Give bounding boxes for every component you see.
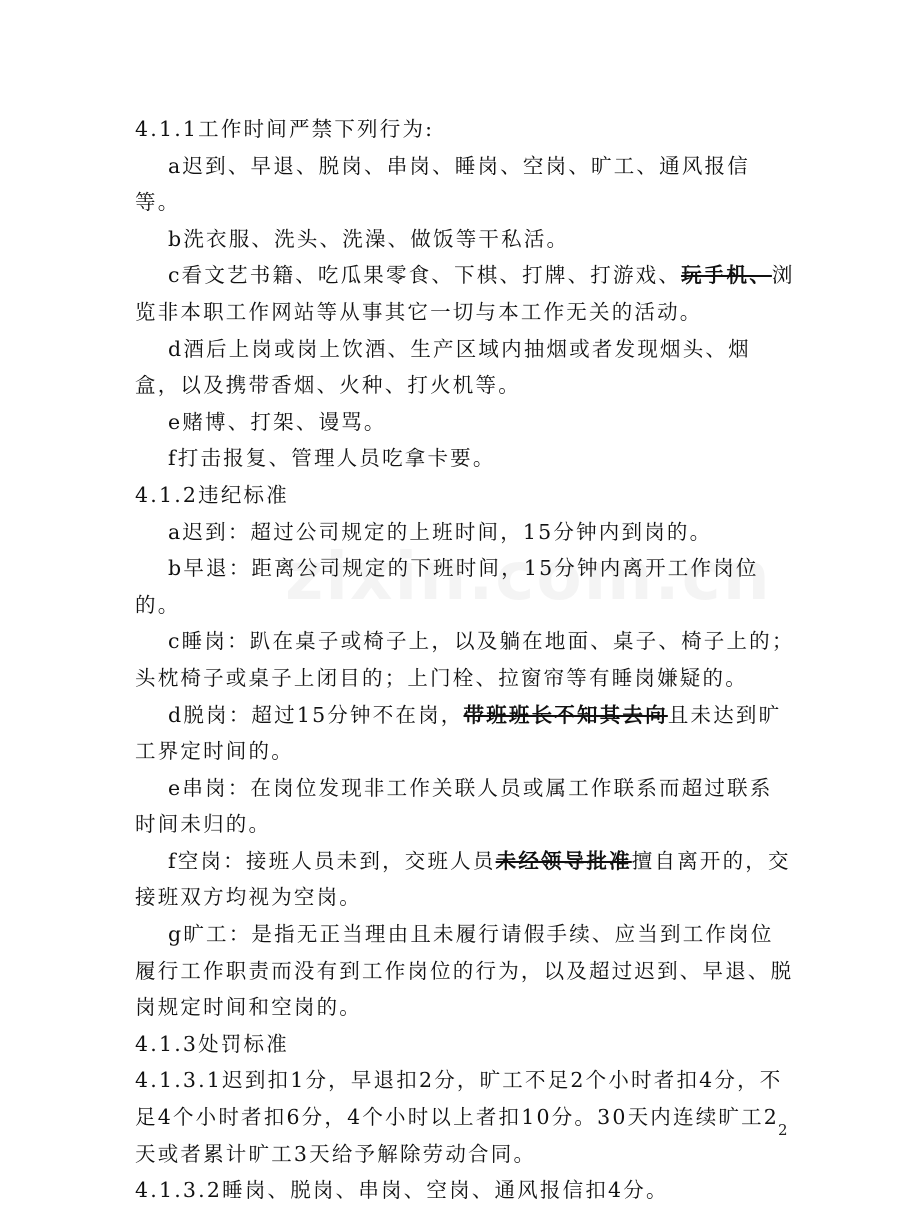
struck-text: 未经领导批准 <box>495 848 632 873</box>
paragraph-text: 且未达到旷工界定时间的。 <box>135 702 782 764</box>
paragraph <box>135 514 795 551</box>
paragraph-text: c睡岗：趴在桌子或椅子上，以及躺在地面、桌子、椅子上的；头枕椅子或桌子上闭目的；上门栓、拉窗帘等有睡岗嫌疑的。 <box>135 629 795 690</box>
paragraph <box>135 843 795 916</box>
paragraph-text: 4.1.3处罚标准 <box>135 1031 289 1056</box>
paragraph <box>135 1062 795 1172</box>
paragraph <box>135 623 795 696</box>
paragraph <box>135 770 795 843</box>
paragraph-text: d酒后上岗或岗上饮酒、生产区域内抽烟或者发现烟头、烟盒，以及携带香烟、火种、打火机等。 <box>135 336 751 398</box>
paragraph-text: 4.1.3.2睡岗、脱岗、串岗、空岗、通风报信扣4分。 <box>135 1178 669 1203</box>
struck-text: 玩手机、 <box>681 263 772 288</box>
paragraph <box>135 697 795 770</box>
paragraph <box>135 257 795 330</box>
paragraph-text: g旷工：是指无正当理由且未履行请假手续、应当到工作岗位履行工作职责而没有到工作岗位的行为，以及超过迟到、早退、脱岗规定时间和空岗的。 <box>135 922 794 1020</box>
paragraph <box>135 1026 795 1063</box>
paragraph <box>135 148 795 221</box>
paragraph-text: e赌博、打架、谩骂。 <box>168 409 387 434</box>
paragraph-text: f空岗：接班人员未到，交班人员 <box>168 848 496 873</box>
paragraph-text: 4.1.1工作时间严禁下列行为: <box>135 117 435 141</box>
paragraph <box>135 221 795 258</box>
paragraph-text: 4.1.2违纪标准 <box>135 482 289 507</box>
paragraph-text: e串岗：在岗位发现非工作关联人员或属工作联系而超过联系时间未归的。 <box>135 775 773 837</box>
paragraph <box>135 916 795 1026</box>
paragraph-text: f打击报复、管理人员吃拿卡要。 <box>168 446 496 471</box>
paragraph-text: 4.1.3.1迟到扣1分，早退扣2分，旷工不足2个小时者扣4分，不足4个小时者扣6分，4个小时以上者扣10分。30天内连续旷工2天或者累计旷工3天给予解除劳动合同。 <box>135 1068 783 1166</box>
paragraph-text: b洗衣服、洗头、洗澡、做饭等干私活。 <box>168 226 570 251</box>
page-number: 2 <box>778 1121 788 1139</box>
paragraph-text: a迟到：超过公司规定的上班时间，15分钟内到岗的。 <box>168 519 713 544</box>
paragraph <box>135 111 795 148</box>
paragraph-text: 浏览非本职工作网站等从事其它一切与本工作无关的活动。 <box>135 263 795 324</box>
document-body <box>135 111 795 1209</box>
struck-text: 带班班长不知其去向 <box>463 702 668 727</box>
paragraph-text: 擅自离开的，交接班双方均视为空岗。 <box>135 848 791 910</box>
paragraph <box>135 404 795 441</box>
paragraph-text: b早退：距离公司规定的下班时间，15分钟内离开工作岗位的。 <box>135 556 759 617</box>
paragraph <box>135 331 795 404</box>
paragraph <box>135 477 795 514</box>
paragraph-text: c看文艺书籍、吃瓜果零食、下棋、打牌、打游戏、 <box>168 263 682 288</box>
paragraph <box>135 550 795 623</box>
paragraph-text: a迟到、早退、脱岗、串岗、睡岗、空岗、旷工、通风报信等。 <box>135 153 750 215</box>
paragraph-text: d脱岗：超过15分钟不在岗， <box>168 702 464 727</box>
paragraph <box>135 440 795 477</box>
